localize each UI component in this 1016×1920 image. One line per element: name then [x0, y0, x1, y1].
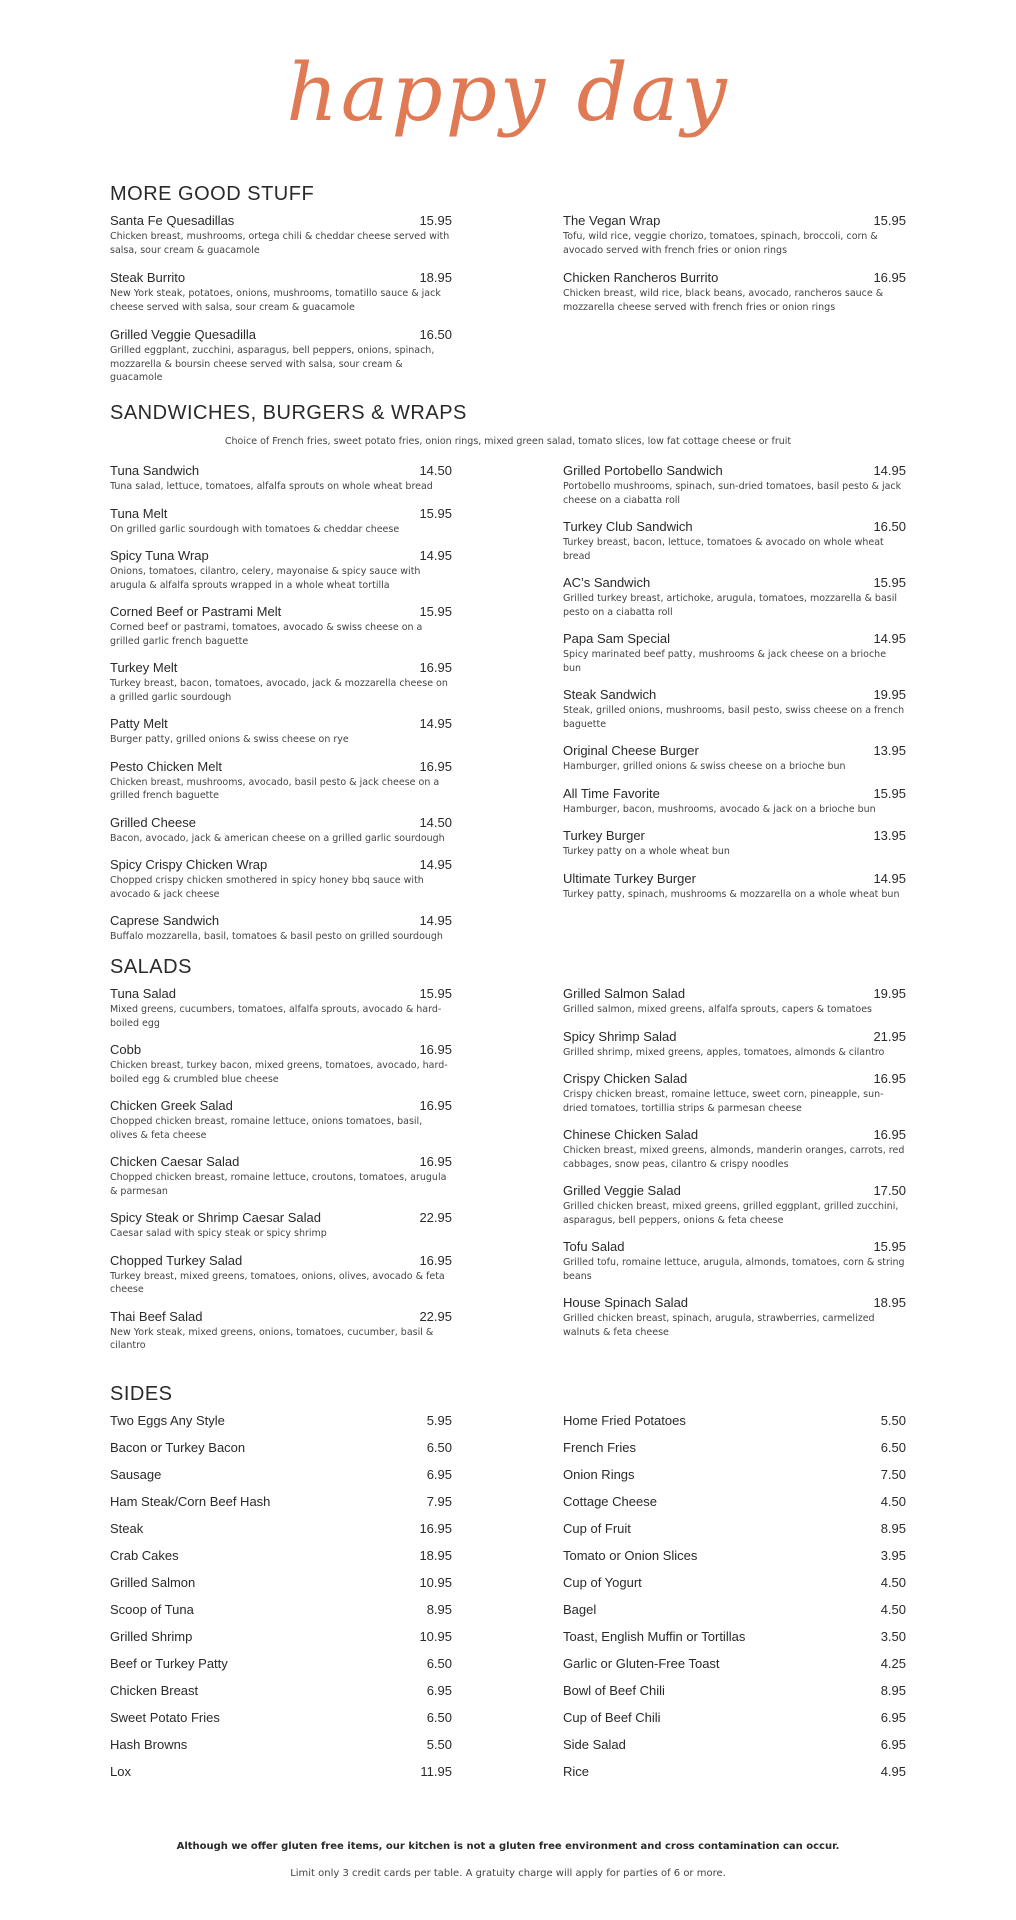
item-description: Spicy marinated beef patty, mushrooms & jack cheese on a brioche bun: [563, 649, 887, 674]
item-name: Sausage: [110, 1467, 162, 1482]
item-price: 11.95: [420, 1764, 452, 1779]
side-item: [563, 1602, 906, 1629]
item-price: 6.95: [426, 1683, 452, 1698]
column-left: [110, 1413, 452, 1791]
item-name: House Spinach Salad: [563, 1295, 689, 1310]
item-name: Scoop of Tuna: [110, 1602, 194, 1617]
item-name: Home Fried Potatoes: [563, 1413, 686, 1428]
item-price: 14.95: [873, 631, 906, 646]
column-left: [110, 463, 452, 944]
section-title: SANDWICHES, BURGERS & WRAPS: [110, 402, 467, 424]
item-name: Chicken Greek Salad: [110, 1098, 233, 1113]
item-name: All Time Favorite: [563, 785, 660, 801]
item-description: Tofu, wild rice, veggie chorizo, tomatoes, spinach, broccoli, corn & avocado served with french fries or onion rings: [563, 231, 878, 256]
item-name: Two Eggs Any Style: [110, 1413, 225, 1428]
item-name: Grilled Veggie Salad: [563, 1183, 681, 1198]
section-title: SALADS: [110, 956, 192, 978]
item-price: 7.95: [426, 1494, 452, 1509]
item-price: 15.95: [419, 604, 452, 619]
item-name: Grilled Veggie Quesadilla: [110, 327, 256, 342]
item-price: 5.50: [880, 1413, 906, 1428]
item-price: 4.50: [880, 1602, 906, 1617]
item-price: 14.50: [419, 814, 452, 830]
side-item: [563, 1710, 906, 1737]
item-description: Chicken breast, mushrooms, ortega chili & cheddar cheese served with salsa, sour cream & guacamole: [110, 231, 450, 256]
item-price: 5.50: [426, 1737, 452, 1752]
side-item: [110, 1656, 452, 1683]
item-price: 16.95: [419, 1098, 452, 1113]
item-price: 15.95: [419, 986, 452, 1001]
column-right: [563, 213, 906, 314]
item-name: Tuna Sandwich: [110, 463, 200, 478]
item-price: 16.95: [873, 270, 906, 285]
column-right: [563, 463, 906, 901]
item-description: Hamburger, bacon, mushrooms, avocado & jack on a brioche bun: [563, 803, 876, 815]
side-item: [110, 1737, 452, 1764]
menu-item: [110, 1098, 452, 1142]
item-description: Steak, grilled onions, mushrooms, basil pesto, swiss cheese on a french baguette: [563, 705, 905, 730]
item-name: Onion Rings: [563, 1467, 635, 1482]
item-price: 8.95: [880, 1683, 906, 1698]
item-description: Chopped crispy chicken smothered in spicy honey bbq sauce with avocado & jack cheese: [110, 875, 424, 900]
menu-item: [563, 1127, 906, 1171]
section-title: MORE GOOD STUFF: [110, 183, 315, 205]
menu-item: [563, 631, 906, 675]
menu-item: [110, 1253, 452, 1297]
item-name: Spicy Steak or Shrimp Caesar Salad: [110, 1210, 321, 1225]
side-item: [563, 1656, 906, 1683]
item-price: 13.95: [873, 828, 906, 843]
item-name: Tuna Salad: [110, 986, 177, 1001]
side-item: [563, 1440, 906, 1467]
side-item: [110, 1413, 452, 1440]
side-item: [563, 1683, 906, 1710]
item-name: Chicken Breast: [110, 1683, 199, 1698]
menu-item: [563, 1029, 906, 1060]
item-name: Steak: [110, 1521, 144, 1536]
item-name: Thai Beef Salad: [110, 1308, 203, 1324]
item-description: Grilled eggplant, zucchini, asparagus, bell peppers, onions, spinach, mozzarella & boursin cheese served with salsa, sour cream & guacamole: [110, 345, 435, 383]
item-price: 6.95: [880, 1737, 906, 1752]
item-name: Grilled Salmon: [110, 1575, 196, 1590]
side-item: [110, 1467, 452, 1494]
item-price: 22.95: [419, 1308, 452, 1324]
menu-item: [563, 828, 906, 859]
item-price: 6.95: [426, 1467, 452, 1482]
item-name: Toast, English Muffin or Tortillas: [563, 1629, 746, 1644]
item-name: Chicken Rancheros Burrito: [563, 270, 719, 285]
item-description: Chicken breast, turkey bacon, mixed greens, tomatoes, avocado, hard-boiled egg & crumbled blue cheese: [110, 1060, 448, 1085]
item-description: Grilled shrimp, mixed greens, apples, tomatoes, almonds & cilantro: [563, 1046, 885, 1058]
item-name: Chopped Turkey Salad: [110, 1252, 243, 1268]
item-name: Cup of Beef Chili: [563, 1710, 661, 1725]
item-price: 4.25: [880, 1656, 906, 1671]
item-name: Crab Cakes: [110, 1548, 179, 1563]
item-description: On grilled garlic sourdough with tomatoes & cheddar cheese: [110, 523, 400, 535]
item-name: Spicy Crispy Chicken Wrap: [110, 857, 268, 872]
item-name: Spicy Tuna Wrap: [110, 548, 209, 563]
item-name: Caprese Sandwich: [110, 913, 220, 928]
item-name: Beef or Turkey Patty: [110, 1656, 228, 1671]
menu-item: [563, 1183, 906, 1227]
item-price: 14.95: [419, 548, 452, 563]
item-name: Pesto Chicken Melt: [110, 758, 222, 774]
item-price: 22.95: [419, 1210, 452, 1225]
menu-item: [110, 327, 452, 385]
side-item: [563, 1737, 906, 1764]
menu-item: [110, 506, 452, 537]
menu-item: [110, 986, 452, 1030]
side-item: [110, 1629, 452, 1656]
footer-gluten-note: Although we offer gluten free items, our kitchen is not a gluten free environment and cross contamination can occur.: [176, 1841, 840, 1852]
item-description: Hamburger, grilled onions & swiss cheese on a brioche bun: [563, 761, 846, 772]
item-description: Chopped chicken breast, romaine lettuce, onions tomatoes, basil, olives & feta cheese: [110, 1116, 423, 1141]
item-price: 19.95: [873, 687, 906, 702]
item-price: 10.95: [419, 1575, 452, 1590]
side-item: [563, 1575, 906, 1602]
item-price: 5.95: [426, 1413, 452, 1428]
item-description: Turkey patty, spinach, mushrooms & mozzarella on a whole wheat bun: [563, 888, 900, 900]
item-price: 16.95: [419, 660, 452, 675]
item-name: Papa Sam Special: [563, 631, 670, 646]
item-name: Garlic or Gluten-Free Toast: [563, 1656, 720, 1671]
item-description: Caesar salad with spicy steak or spicy shrimp: [110, 1228, 327, 1239]
item-price: 16.95: [419, 1154, 452, 1169]
side-item: [563, 1521, 906, 1548]
item-name: Grilled Shrimp: [110, 1629, 193, 1644]
menu-item: [563, 270, 906, 314]
menu-item: [110, 270, 452, 314]
item-price: 6.95: [880, 1710, 906, 1725]
menu-item: [110, 548, 452, 592]
item-price: 6.50: [426, 1440, 452, 1455]
item-price: 6.50: [426, 1656, 452, 1671]
item-description: Crispy chicken breast, romaine lettuce, sweet corn, pineapple, sun-dried tomatoes, tortillia strips & parmesan cheese: [563, 1089, 884, 1114]
item-description: Tuna salad, lettuce, tomatoes, alfalfa sprouts on whole wheat bread: [110, 481, 433, 492]
column-right: [563, 986, 906, 1339]
item-price: 15.95: [873, 213, 906, 228]
item-price: 16.95: [419, 758, 452, 774]
item-price: 14.95: [873, 870, 906, 886]
item-price: 14.95: [419, 716, 452, 731]
item-price: 16.50: [873, 519, 906, 534]
item-name: French Fries: [563, 1440, 636, 1455]
item-description: New York steak, mixed greens, onions, tomatoes, cucumber, basil & cilantro: [110, 1326, 434, 1351]
menu-item: [563, 1071, 906, 1115]
item-price: 6.50: [426, 1710, 452, 1725]
item-name: Steak Sandwich: [563, 687, 657, 702]
item-price: 16.95: [419, 1521, 452, 1536]
item-name: Original Cheese Burger: [563, 743, 699, 758]
side-item: [110, 1575, 452, 1602]
item-price: 8.95: [880, 1521, 906, 1536]
item-description: Grilled tofu, romaine lettuce, arugula, almonds, tomatoes, corn & string beans: [563, 1257, 905, 1282]
logo: [0, 38, 1016, 148]
item-name: Lox: [110, 1764, 131, 1779]
item-description: Chicken breast, mushrooms, avocado, basil pesto & jack cheese on a grilled french baguette: [110, 776, 440, 801]
item-description: Turkey breast, mixed greens, tomatoes, onions, olives, avocado & feta cheese: [110, 1270, 445, 1295]
item-description: Turkey breast, bacon, lettuce, tomatoes & avocado on whole wheat bread: [563, 537, 884, 562]
side-item: [110, 1710, 452, 1737]
side-item: [110, 1683, 452, 1710]
side-item: [563, 1764, 906, 1791]
item-description: Grilled chicken breast, mixed greens, grilled eggplant, grilled zucchini, asparagus, bell peppers, onions & feta cheese: [563, 1201, 899, 1226]
item-description: Chicken breast, mixed greens, almonds, manderin oranges, carrots, red cabbages, snow peas, cilantro & crispy noodles: [563, 1145, 905, 1170]
item-price: 14.50: [419, 463, 452, 478]
item-price: 16.95: [419, 1042, 452, 1057]
side-item: [110, 1521, 452, 1548]
item-price: 8.95: [426, 1602, 452, 1617]
item-description: Onions, tomatoes, cilantro, celery, mayonaise & spicy sauce with arugula & alfalfa sprouts wrapped in a whole wheat tortilla: [110, 566, 421, 591]
side-item: [563, 1548, 906, 1575]
menu-item: [563, 463, 906, 507]
menu-item: [110, 1309, 452, 1353]
item-name: AC’s Sandwich: [563, 575, 651, 590]
item-price: 6.50: [880, 1440, 906, 1455]
menu-item: [110, 1154, 452, 1198]
item-name: Turkey Club Sandwich: [563, 519, 693, 534]
item-price: 15.95: [419, 505, 452, 521]
item-name: Tomato or Onion Slices: [563, 1548, 698, 1563]
item-name: Turkey Burger: [563, 828, 645, 843]
menu-item: [563, 213, 906, 257]
menu-item: [563, 519, 906, 563]
item-description: Chicken breast, wild rice, black beans, avocado, rancheros sauce & mozzarella cheese served with french fries or onion rings: [563, 288, 884, 313]
item-price: 16.95: [419, 1252, 452, 1268]
item-name: Patty Melt: [110, 716, 168, 731]
menu-item: [110, 660, 452, 704]
item-price: 13.95: [873, 743, 906, 758]
menu-item: [563, 1295, 906, 1339]
menu-item: [110, 1042, 452, 1086]
item-price: 10.95: [419, 1629, 452, 1644]
side-item: [563, 1413, 906, 1440]
menu-item: [110, 857, 452, 901]
item-description: Grilled chicken breast, spinach, arugula, strawberries, carmelized walnuts & feta cheese: [563, 1313, 875, 1338]
item-name: Hash Browns: [110, 1737, 188, 1752]
item-price: 16.50: [419, 327, 452, 342]
logo-text: happy day: [286, 46, 730, 139]
item-price: 4.95: [880, 1764, 906, 1779]
item-name: Spicy Shrimp Salad: [563, 1028, 677, 1044]
item-description: Buffalo mozzarella, basil, tomatoes & basil pesto on grilled sourdough: [110, 931, 443, 942]
side-item: [563, 1467, 906, 1494]
item-price: 15.95: [873, 785, 906, 801]
side-item: [110, 1440, 452, 1467]
item-description: Mixed greens, cucumbers, tomatoes, alfalfa sprouts, avocado & hard-boiled egg: [110, 1004, 442, 1029]
menu-item: [110, 913, 452, 944]
item-name: Tofu Salad: [563, 1239, 625, 1254]
side-item: [110, 1494, 452, 1521]
item-name: Cobb: [110, 1042, 142, 1057]
item-name: Side Salad: [563, 1737, 626, 1752]
item-price: 17.50: [873, 1183, 906, 1198]
menu-item: [110, 1210, 452, 1241]
item-name: Crispy Chicken Salad: [563, 1071, 688, 1086]
footer-limit-note: Limit only 3 credit cards per table. A gratuity charge will apply for parties of 6 or more.: [290, 1868, 726, 1879]
menu-item: [563, 986, 906, 1017]
item-name: Grilled Cheese: [110, 814, 196, 830]
item-price: 3.95: [880, 1548, 906, 1563]
item-price: 19.95: [873, 986, 906, 1001]
item-name: Ham Steak/Corn Beef Hash: [110, 1494, 271, 1509]
item-name: Rice: [563, 1764, 590, 1779]
item-price: 16.95: [873, 1071, 906, 1086]
item-name: Cup of Yogurt: [563, 1575, 642, 1590]
item-name: Corned Beef or Pastrami Melt: [110, 604, 282, 619]
menu-item: [110, 759, 452, 803]
menu-item: [563, 1239, 906, 1283]
item-name: Steak Burrito: [110, 270, 186, 285]
section-sandwiches: [110, 400, 906, 942]
section-more-good-stuff: [110, 181, 906, 383]
menu-item: [563, 786, 906, 817]
item-name: Grilled Salmon Salad: [563, 986, 686, 1001]
menu-item: [110, 463, 452, 494]
item-name: Cottage Cheese: [563, 1494, 657, 1509]
item-price: 21.95: [873, 1028, 906, 1044]
item-price: 18.95: [419, 1548, 452, 1563]
item-description: Grilled salmon, mixed greens, alfalfa sprouts, capers & tomatoes: [563, 1004, 873, 1015]
item-description: Corned beef or pastrami, tomatoes, avocado & swiss cheese on a grilled garlic french baguette: [110, 622, 423, 647]
section-title: SIDES: [110, 1383, 173, 1405]
item-price: 18.95: [419, 270, 452, 285]
column-right: [563, 1413, 906, 1791]
item-description: Burger patty, grilled onions & swiss cheese on rye: [110, 734, 349, 745]
side-item: [563, 1494, 906, 1521]
item-price: 3.50: [880, 1629, 906, 1644]
menu-item: [110, 815, 452, 846]
item-name: Bowl of Beef Chili: [563, 1683, 665, 1698]
item-price: 14.95: [419, 857, 452, 872]
side-item: [110, 1548, 452, 1575]
item-name: Bagel: [563, 1602, 597, 1617]
item-name: Bacon or Turkey Bacon: [110, 1440, 246, 1455]
item-price: 18.95: [873, 1295, 906, 1310]
side-item: [110, 1602, 452, 1629]
item-name: Chicken Caesar Salad: [110, 1154, 240, 1169]
item-description: Portobello mushrooms, spinach, sun-dried tomatoes, basil pesto & jack cheese on a ciabatta roll: [563, 481, 902, 506]
menu-item: [110, 213, 452, 257]
item-price: 15.95: [873, 1239, 906, 1254]
item-name: The Vegan Wrap: [563, 213, 661, 228]
menu-item: [110, 604, 452, 648]
item-description: Grilled turkey breast, artichoke, arugula, tomatoes, mozzarella & basil pesto on a ciabatta roll: [563, 593, 897, 618]
column-left: [110, 213, 452, 385]
section-sides: [110, 1381, 906, 1779]
side-item: [563, 1629, 906, 1656]
section-salads: [110, 954, 906, 1351]
item-name: Grilled Portobello Sandwich: [563, 463, 723, 478]
menu-item: [563, 687, 906, 731]
menu-item: [563, 743, 906, 774]
item-price: 4.50: [880, 1494, 906, 1509]
item-price: 15.95: [419, 213, 452, 228]
item-description: Chopped chicken breast, romaine lettuce, croutons, tomatoes, arugula & parmesan: [110, 1172, 447, 1197]
item-price: 16.95: [873, 1127, 906, 1142]
item-name: Chinese Chicken Salad: [563, 1127, 699, 1142]
item-name: Cup of Fruit: [563, 1521, 631, 1536]
menu-item: [110, 716, 452, 747]
item-price: 4.50: [880, 1575, 906, 1590]
item-description: New York steak, potatoes, onions, mushrooms, tomatillo sauce & jack cheese served with salsa, sour cream & guacamole: [110, 288, 441, 313]
item-price: 14.95: [419, 913, 452, 928]
menu-item: [563, 871, 906, 902]
item-price: 14.95: [873, 463, 906, 478]
item-price: 15.95: [873, 575, 906, 590]
item-description: Turkey patty on a whole wheat bun: [563, 846, 730, 857]
item-description: Turkey breast, bacon, tomatoes, avocado, jack & mozzarella cheese on a grilled garlic sourdough: [110, 678, 448, 703]
item-price: 7.50: [880, 1467, 906, 1482]
side-item: [110, 1764, 452, 1791]
column-left: [110, 986, 452, 1353]
menu-item: [563, 575, 906, 619]
item-name: Sweet Potato Fries: [110, 1710, 220, 1725]
item-name: Turkey Melt: [110, 660, 178, 675]
section-note: Choice of French fries, sweet potato fries, onion rings, mixed green salad, tomato slices, low fat cottage cheese or fruit: [224, 436, 792, 447]
item-name: Santa Fe Quesadillas: [110, 213, 235, 228]
item-name: Ultimate Turkey Burger: [563, 870, 696, 886]
item-name: Tuna Melt: [110, 505, 168, 521]
item-description: Bacon, avocado, jack & american cheese on a grilled garlic sourdough: [110, 832, 445, 844]
